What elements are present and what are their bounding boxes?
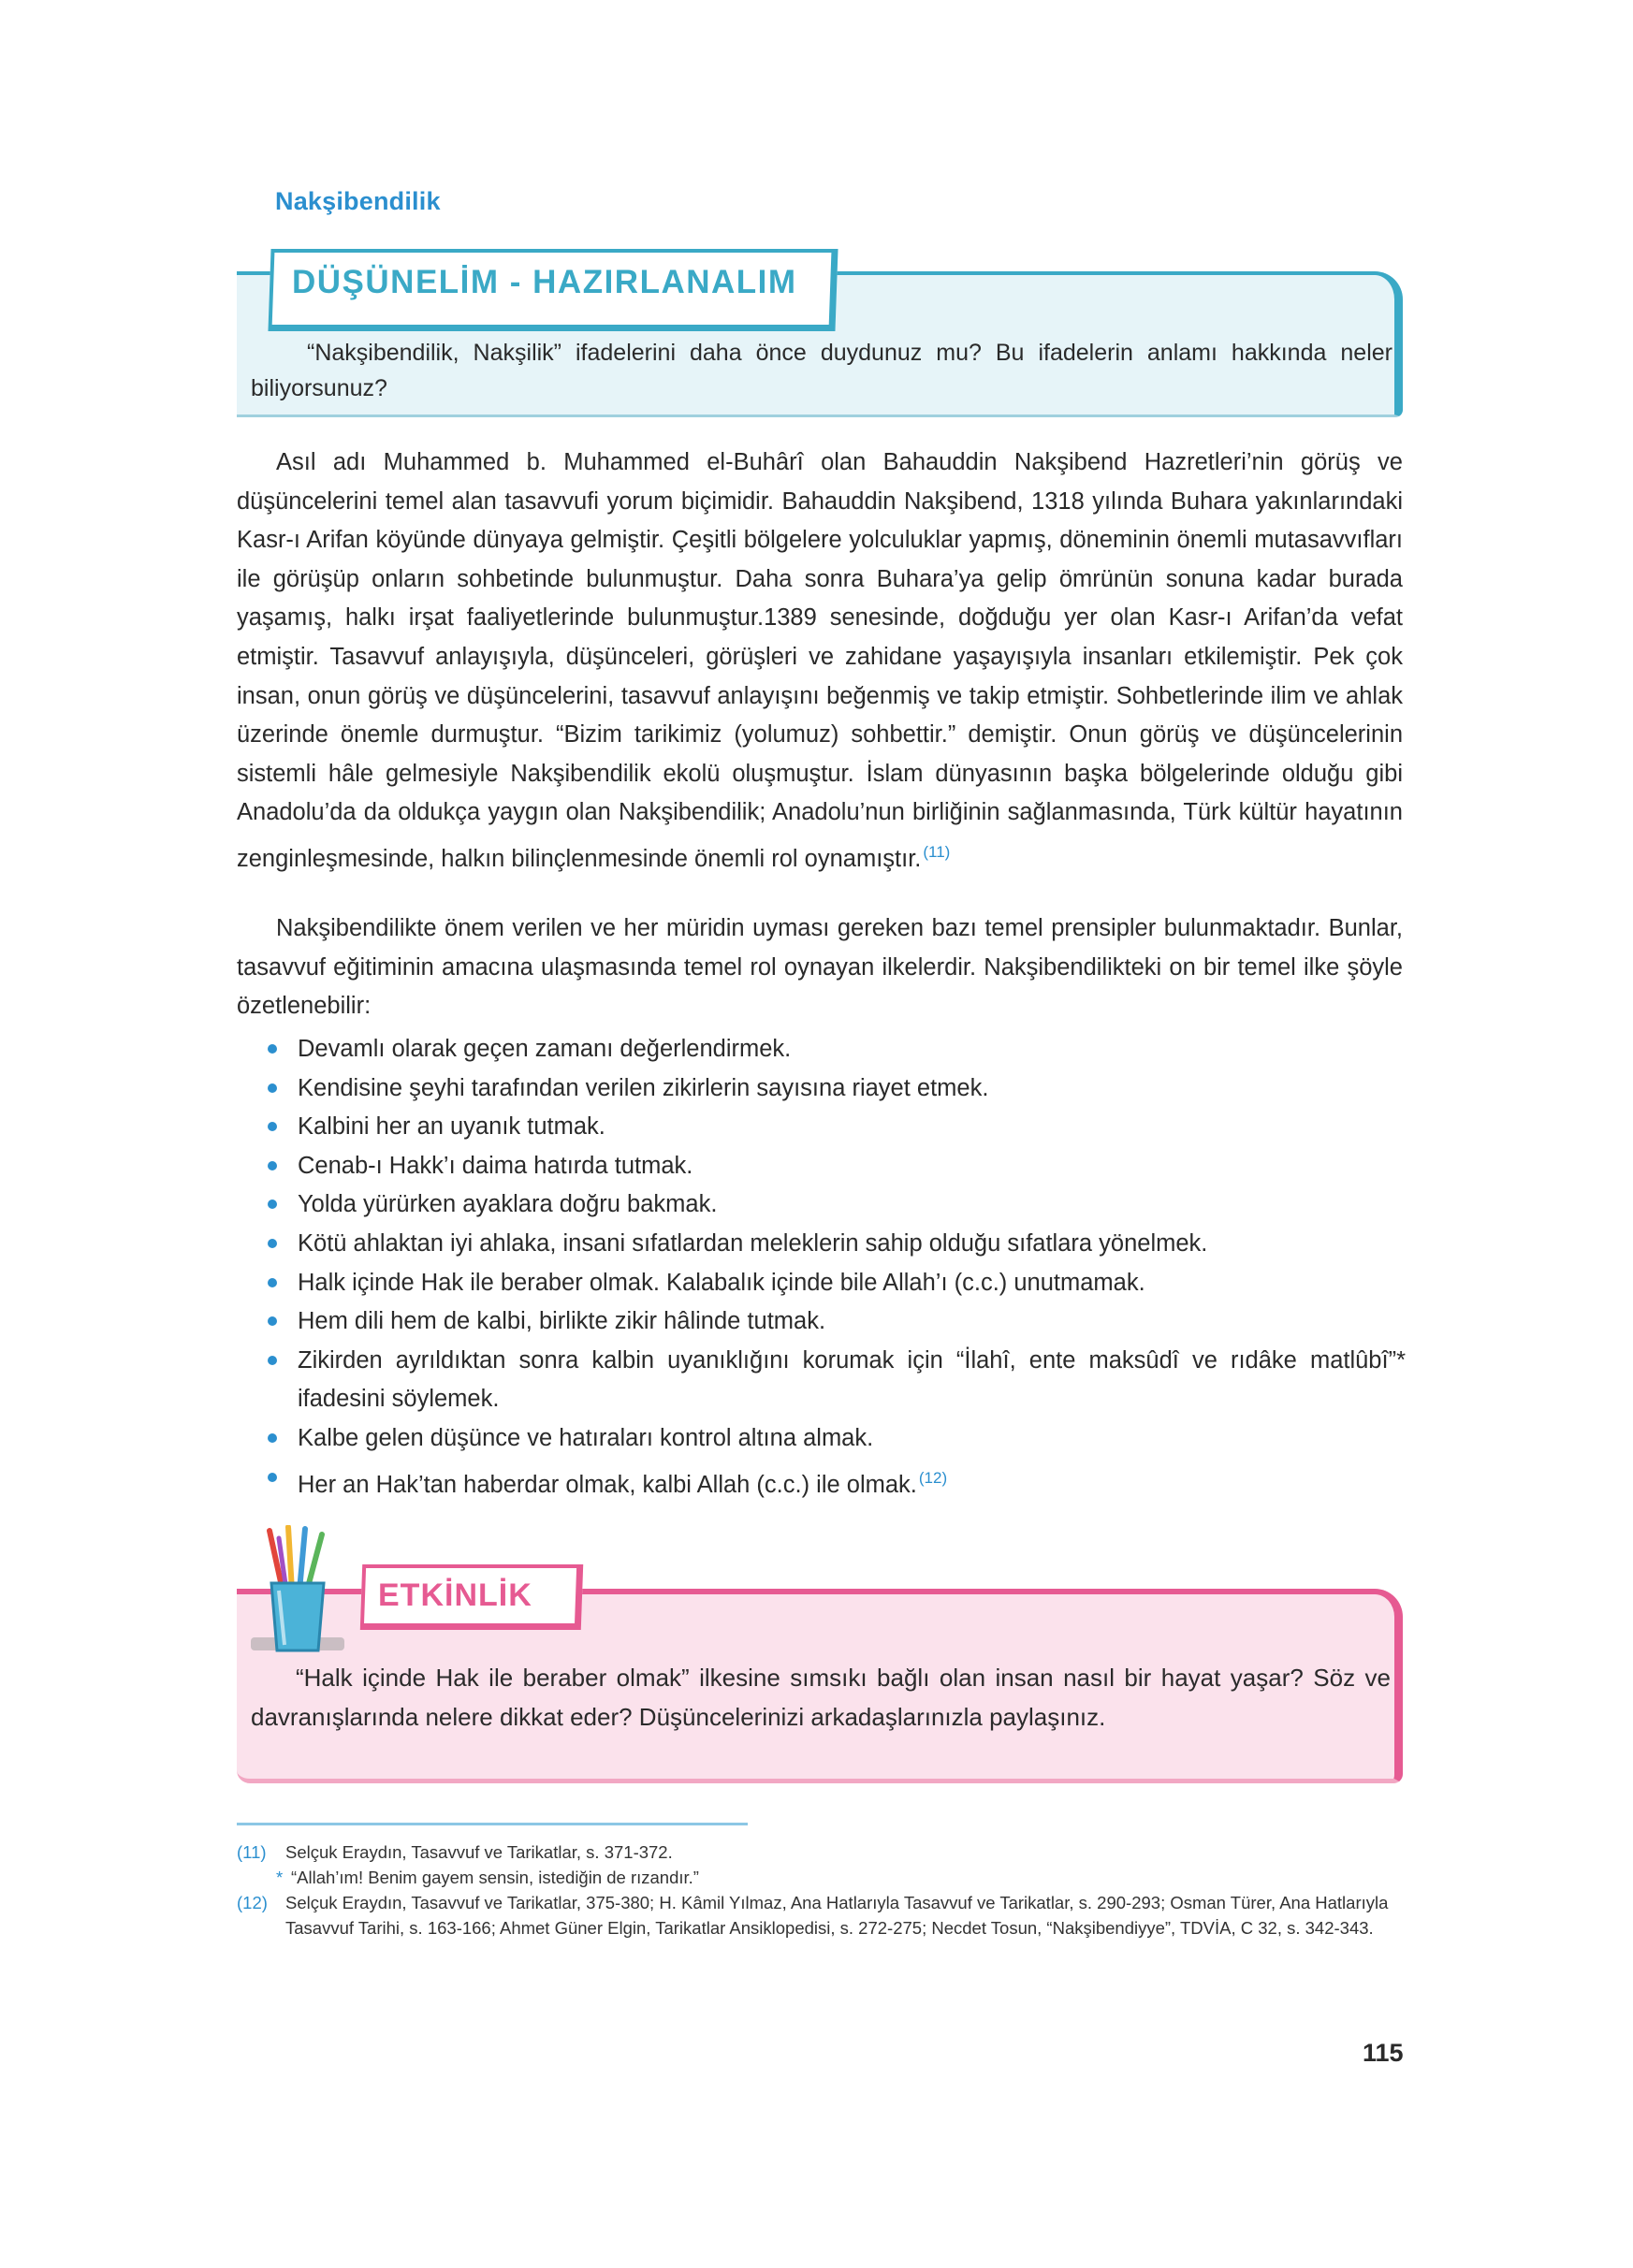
pencil-cup-icon: [241, 1525, 354, 1665]
think-box-text: “Nakşibendilik, Nakşilik” ifadelerini daha önce duydunuz mu? Bu ifadelerin anlamı hakkında neler biliyorsunuz?: [251, 340, 1392, 401]
paragraph-history-text: Asıl adı Muhammed b. Muhammed el-Buhârî olan Bahauddin Nakşibend Hazretleri’nin görüş ve düşüncelerini temel alan tasavvufi yorum biçimidir. Bahauddin Nakşibend, 1318 yılında Buhara yakınlarındaki Kasr-ı Arifan köyünde dünyaya gelmiştir. Çeşitli bölgelere yolculuklar yapmış, döneminin önemli mutasavvıfları ile görüşüp onların sohbetinde bulunmuştur. Daha sonra Buhara’ya gelip ömrünün sonuna kadar burada yaşamış, halkı irşat faaliyetlerinde bulunmuştur.1389 senesinde, doğduğu yer olan Kasr-ı Arifan’da vefat etmiştir. Tasavvuf anlayışıyla, düşünceleri, görüşleri ve zahidane yaşayışıyla insanları etkilemiştir. Pek çok insan, onun görüş ve düşüncelerini, tasavvuf anlayışını beğenmiş ve takip etmiştir. Sohbetlerinde ilim ve ahlak üzerinde önemle durmuştur. “Bizim tarikimiz (yolumuz) sohbettir.” demiştir. Onun görüş ve düşüncelerinin sistemli hâle gelmesiyle Nakşibendilik ekolü oluşmuştur. İslam dünyasının başka bölgelerinde olduğu gibi Anadolu’da da oldukça yaygın olan Nakşibendilik; Anadolu’nun birliğinin sağlanmasında, Türk kültür hayatının zenginleşmesinde, halkın bilinçlenmesinde önemli rol oynamıştır.: [237, 449, 1403, 872]
footnote-11: (11) Selçuk Eraydın, Tasavvuf ve Tarikatlar, s. 371-372.: [237, 1842, 673, 1862]
list-item: Yolda yürürken ayaklara doğru bakmak.: [264, 1185, 1406, 1225]
list-item: Kendisine şeyhi tarafından verilen zikirlerin sayısına riayet etmek.: [264, 1069, 1406, 1109]
bullet-dot-icon: [268, 1278, 277, 1287]
list-item: Cenab-ı Hakk’ı daima hatırda tutmak.: [264, 1147, 1406, 1186]
activity-box-text: “Halk içinde Hak ile beraber olmak” ilkesine sımsıkı bağlı olan insan nasıl bir hayat yaşar? Söz ve davranışlarında nelere dikkat eder? Düşüncelerinizi arkadaşlarınızla paylaşınız.: [251, 1664, 1391, 1731]
section-title: Nakşibendilik: [275, 187, 441, 215]
bullet-dot-icon: [268, 1083, 277, 1093]
bullet-dot-icon: [268, 1044, 277, 1054]
footnote-star: * “Allah’ım! Benim gayem sensin, istediğin de rızandır.”: [276, 1868, 699, 1887]
bullet-dot-icon: [268, 1356, 277, 1365]
footnotes: [237, 1839, 1403, 1941]
page-number: 115: [1363, 2039, 1404, 2067]
paragraph-principles-intro: Nakşibendilikte önem verilen ve her müridin uyması gereken bazı temel prensipler bulunmaktadır. Bunlar, tasavvuf eğitiminin amacına ulaşmasında temel rol oynayan ilkelerdir. Nakşibendilikteki on bir temel ilke şöyle özetlenebilir:: [237, 915, 1403, 1020]
list-item: Her an Hak’tan haberdar olmak, kalbi Allah (c.c.) ile olmak. $^{(12)}$: [264, 1459, 1406, 1505]
footnote-divider: [237, 1823, 748, 1825]
footnote-12: (12) Selçuk Eraydın, Tasavvuf ve Tarikatlar, 375-380; H. Kâmil Yılmaz, Ana Hatlarıyla Tasavvuf ve Tarikatlar, s. 290-293; Osman Türer, Ana Hatlarıyla Tasavvuf Tarihi, s. 163-166; Ahmet Güner Elgin, Tarikatlar Ansiklopedisi, s. 272-275; Necdet Tosun, “Nakşibendiyye”, TDVİA, C 32, s. 342-343.: [237, 1893, 1389, 1938]
think-box-title: DÜŞÜNELİM - HAZIRLANALIM: [292, 264, 797, 300]
list-item: Halk içinde Hak ile beraber olmak. Kalabalık içinde bile Allah’ı (c.c.) unutmamak.: [264, 1264, 1406, 1303]
paragraph-history: [237, 443, 1403, 880]
activity-box-title: ETKİNLİK: [378, 1577, 532, 1613]
bullet-dot-icon: [268, 1122, 277, 1131]
footnote-ref-12: (12): [918, 1468, 948, 1487]
list-item: Zikirden ayrıldıktan sonra kalbin uyanıklığını korumak için “İlahî, ente maksûdî ve rıdâke matlûbî”* ifadesini söylemek.: [264, 1342, 1406, 1419]
bullet-dot-icon: [268, 1199, 277, 1209]
bullet-dot-icon: [268, 1161, 277, 1170]
footnote-ref-11: (11): [923, 842, 951, 861]
bullet-dot-icon: [268, 1316, 277, 1326]
bullet-dot-icon: [268, 1433, 277, 1443]
list-item: Kalbe gelen düşünce ve hatıraları kontrol altına almak.: [264, 1419, 1406, 1459]
list-item: Devamlı olarak geçen zamanı değerlendirmek.: [264, 1030, 1406, 1069]
bullet-dot-icon: [268, 1239, 277, 1248]
list-item: Kalbini her an uyanık tutmak.: [264, 1108, 1406, 1147]
list-item: Kötü ahlaktan iyi ahlaka, insani sıfatlardan meleklerin sahip olduğu sıfatlara yönelmek.: [264, 1225, 1406, 1264]
bullet-dot-icon: [268, 1473, 277, 1482]
principles-list: [264, 1030, 1406, 1505]
list-item: Hem dili hem de kalbi, birlikte zikir hâlinde tutmak.: [264, 1302, 1406, 1342]
